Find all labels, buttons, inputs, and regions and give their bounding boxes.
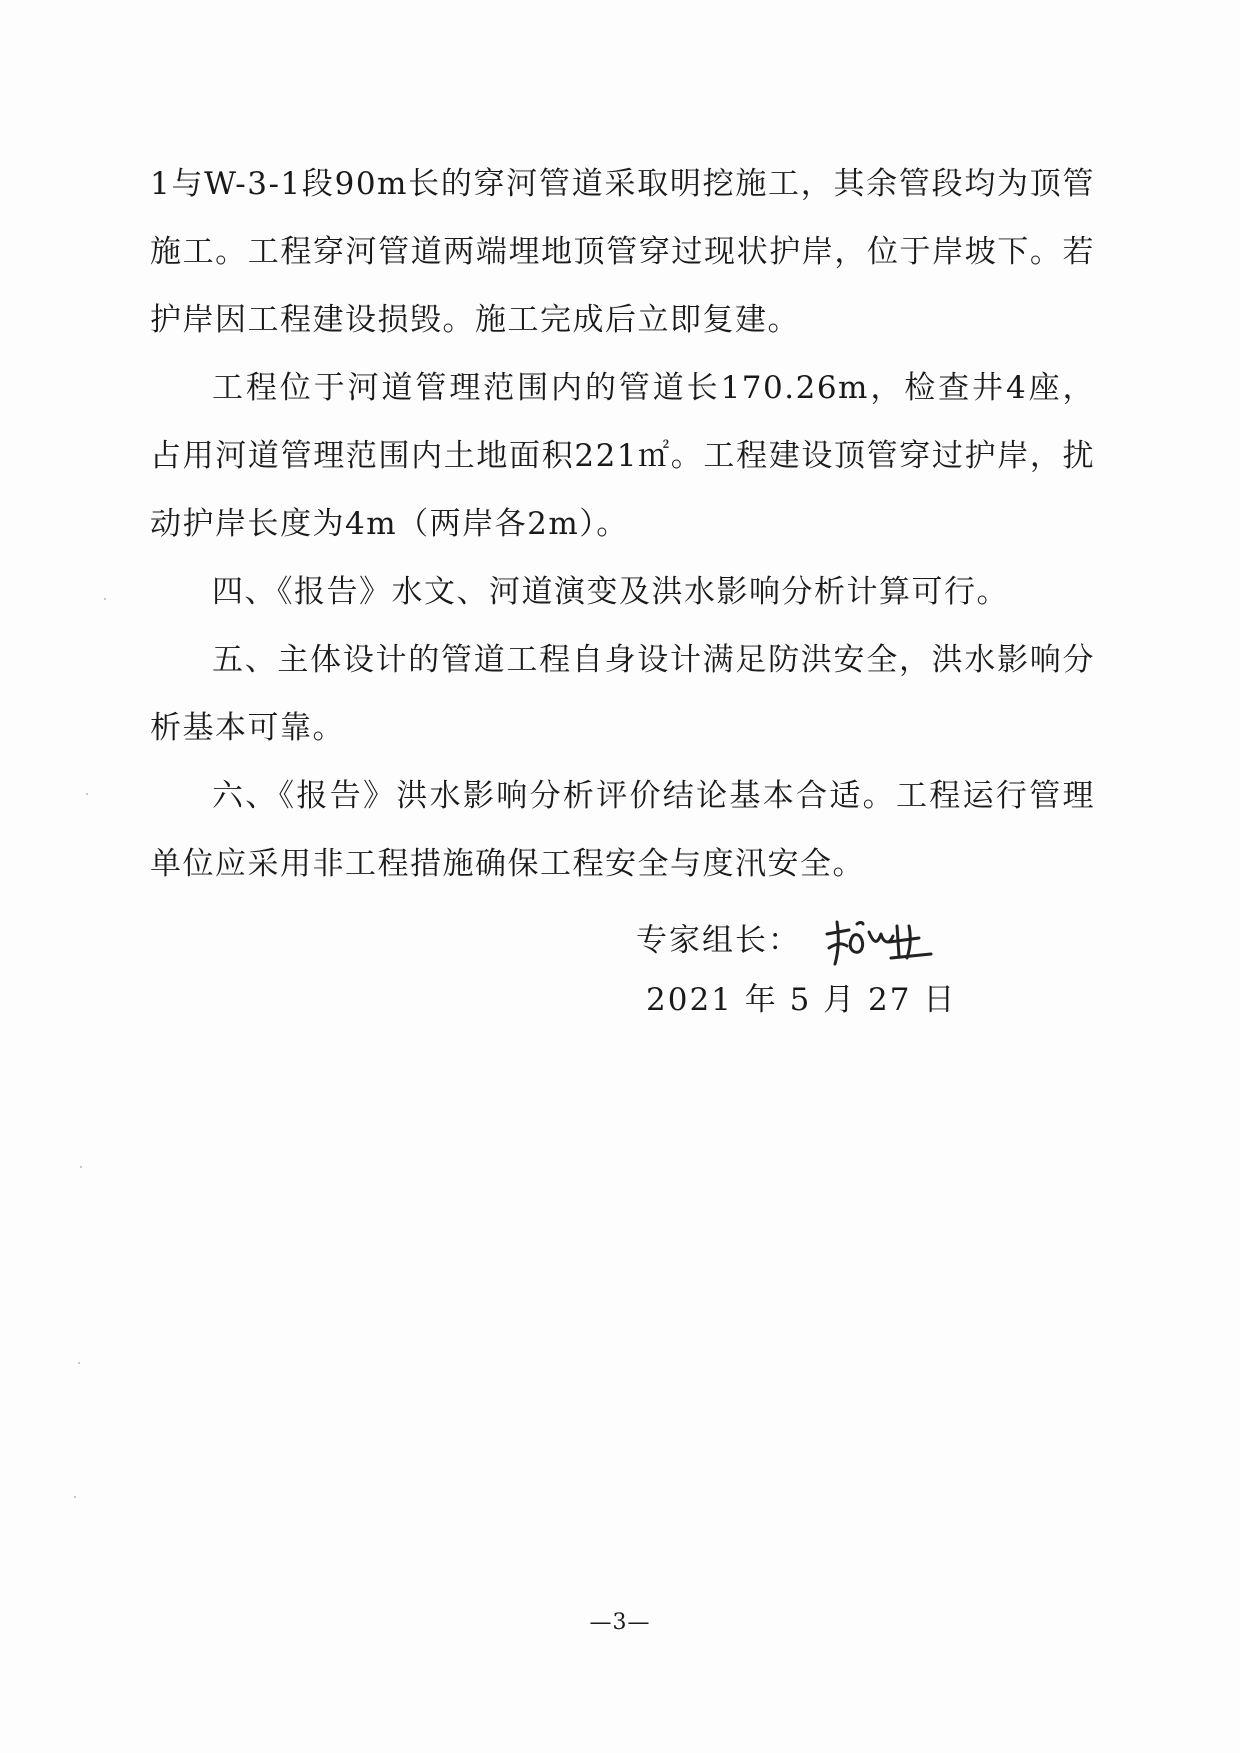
scan-speck: [104, 598, 106, 600]
paragraph-2: 工程位于河道管理范围内的管道长170.26m，检查井4座，占用河道管理范围内土地面积221㎡。工程建设顶管穿过护岸，扰动护岸长度为4m（两岸各2m）。: [150, 370, 1095, 542]
scan-speck: [80, 1166, 82, 1168]
signature-date: 2021 年 5 月 27 日: [646, 982, 957, 1018]
signature-label: 专家组长：: [636, 922, 801, 959]
paragraph-1: 1与W-3-1段90m长的穿河管道采取明挖施工，其余管段均为顶管施工。工程穿河管道两端埋地顶管穿过现状护岸，位于岸坡下。若护岸因工程建设损毁。施工完成后立即复建。: [150, 166, 1095, 338]
paragraph-item-4: 四、《报告》水文、河道演变及洪水影响分析计算可行。: [212, 574, 1009, 610]
handwritten-signature-icon: [819, 912, 939, 972]
scan-speck: [78, 1362, 80, 1364]
scan-speck: [86, 793, 88, 795]
page-number: —3—: [589, 1610, 651, 1635]
scan-speck: [74, 1496, 76, 1498]
paragraph-item-5: 五、主体设计的管道工程自身设计满足防洪安全，洪水影响分析基本可靠。: [150, 642, 1095, 746]
signature-block: [636, 912, 939, 962]
paragraph-item-6: 六、《报告》洪水影响分析评价结论基本合适。工程运行管理单位应采用非工程措施确保工程安全与度汛安全。: [150, 778, 1095, 882]
body-text: [150, 150, 1095, 898]
